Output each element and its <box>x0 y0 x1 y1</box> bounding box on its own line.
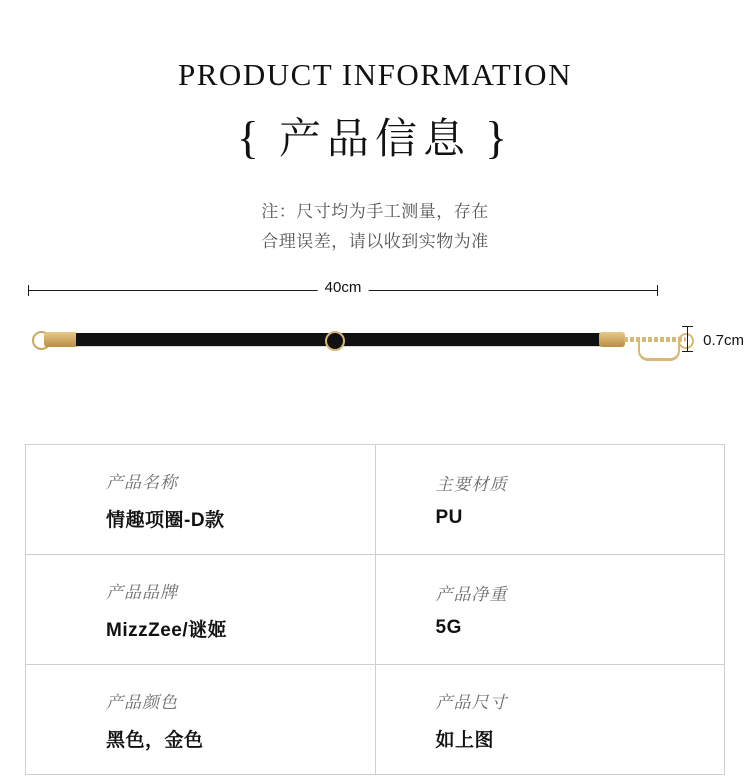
page-title-chinese: 产品信息 <box>278 117 471 164</box>
left-clasp-icon <box>44 332 78 347</box>
spec-value: 黑色，金色 <box>106 729 204 751</box>
spec-cell-color <box>26 665 376 775</box>
measurement-note-line-1: 注：尺寸均为手工测量，存在 <box>261 201 489 221</box>
page-header <box>0 0 750 256</box>
center-ring-icon <box>325 331 345 351</box>
right-clasp-icon <box>599 332 625 347</box>
measurement-note-line-2: 合理误差，请以收到实物为准 <box>261 231 489 251</box>
spec-cell-material <box>375 445 725 555</box>
table-row <box>26 555 725 665</box>
spec-label: 产品颜色 <box>106 692 178 712</box>
brace-left: { <box>236 112 265 164</box>
spec-value: 如上图 <box>435 729 495 751</box>
page-title-chinese-wrap <box>0 114 750 167</box>
spec-value: PU <box>435 507 463 528</box>
spec-label: 产品名称 <box>106 472 178 492</box>
spec-label: 产品品牌 <box>106 582 178 602</box>
spec-cell-brand <box>26 555 376 665</box>
chain-tip-ring-icon <box>678 333 694 349</box>
spec-value: 情趣项圈-D款 <box>106 509 225 531</box>
spec-label: 产品净重 <box>435 585 508 604</box>
spec-cell-size <box>375 665 725 775</box>
spec-value: 5G <box>435 617 462 638</box>
length-dimension-line <box>28 279 658 297</box>
product-diagram <box>0 279 750 402</box>
page-title-english: PRODUCT INFORMATION <box>178 57 572 92</box>
spec-value: MizzZee/谜姬 <box>106 619 228 641</box>
width-dimension-label: 0.7cm <box>703 332 744 350</box>
width-dimension-line <box>687 326 688 352</box>
measurement-note <box>0 197 750 257</box>
brace-right: } <box>485 112 514 164</box>
spec-cell-net-weight <box>375 555 725 665</box>
choker-illustration <box>40 324 670 354</box>
table-row <box>26 665 725 775</box>
length-dimension-label: 40cm <box>318 279 369 296</box>
spec-label: 主要材质 <box>435 475 508 494</box>
spec-cell-product-name <box>26 445 376 555</box>
spec-label: 产品尺寸 <box>435 692 508 712</box>
specification-table <box>25 444 725 775</box>
chain-drop-icon <box>638 342 680 361</box>
table-row <box>26 445 725 555</box>
